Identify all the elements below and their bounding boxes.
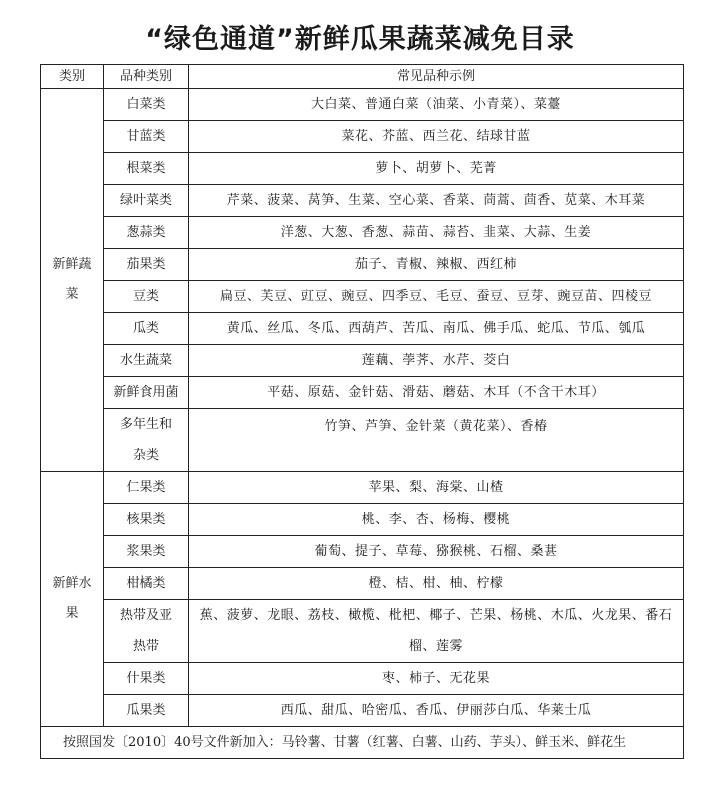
variety-cell: 柑橘类 [104,568,189,600]
produce-table [40,64,684,759]
variety-cell: 浆果类 [104,536,189,568]
table-row [41,281,684,313]
table-row [41,695,684,727]
variety-cell: 甘蓝类 [104,121,189,153]
header-examples: 常见品种示例 [189,65,684,89]
variety-cell: 茄果类 [104,249,189,281]
variety-cell: 绿叶菜类 [104,185,189,217]
table-row [41,568,684,600]
examples-cell: 橙、桔、柑、柚、柠檬 [189,568,684,600]
examples-cell: 蕉、菠萝、龙眼、荔枝、橄榄、枇杷、椰子、芒果、杨桃、木瓜、火龙果、番石榴、莲雾 [189,600,684,663]
table-row [41,89,684,121]
category-fruits: 新鲜水果 [41,472,104,727]
variety-cell: 水生蔬菜 [104,345,189,377]
header-variety: 品种类别 [104,65,189,89]
examples-cell: 洋葱、大葱、香葱、蒜苗、蒜苔、韭菜、大蒜、生姜 [189,217,684,249]
examples-cell: 桃、李、杏、杨梅、樱桃 [189,504,684,536]
variety-cell: 仁果类 [104,472,189,504]
examples-cell: 西瓜、甜瓜、哈密瓜、香瓜、伊丽莎白瓜、华莱士瓜 [189,695,684,727]
table-row [41,313,684,345]
examples-cell: 枣、柿子、无花果 [189,663,684,695]
footnote-row [41,727,684,759]
table-row [41,409,684,472]
table-row [41,536,684,568]
table-row [41,153,684,185]
variety-cell: 根菜类 [104,153,189,185]
header-row [41,65,684,89]
variety-cell: 瓜果类 [104,695,189,727]
examples-cell: 芹菜、菠菜、莴笋、生菜、空心菜、香菜、茼蒿、茴香、苋菜、木耳菜 [189,185,684,217]
table-row [41,504,684,536]
table-row [41,377,684,409]
examples-cell: 茄子、青椒、辣椒、西红柿 [189,249,684,281]
table-row [41,663,684,695]
examples-cell: 菜花、芥蓝、西兰花、结球甘蓝 [189,121,684,153]
footnote: 按照国发〔2010〕40号文件新加入：马铃薯、甘薯（红薯、白薯、山药、芋头）、鲜玉米、鲜花生 [41,727,684,759]
table-row [41,249,684,281]
examples-cell: 黄瓜、丝瓜、冬瓜、西葫芦、苦瓜、南瓜、佛手瓜、蛇瓜、节瓜、瓠瓜 [189,313,684,345]
variety-cell: 核果类 [104,504,189,536]
page-title: “绿色通道”新鲜瓜果蔬菜减免目录 [145,24,575,55]
variety-cell: 什果类 [104,663,189,695]
variety-cell: 豆类 [104,281,189,313]
table-row [41,185,684,217]
variety-cell: 新鲜食用菌 [104,377,189,409]
examples-cell: 苹果、梨、海棠、山楂 [189,472,684,504]
variety-cell: 热带及亚热带 [104,600,189,663]
examples-cell: 扁豆、芙豆、豇豆、豌豆、四季豆、毛豆、蚕豆、豆芽、豌豆苗、四棱豆 [189,281,684,313]
table-row [41,345,684,377]
table-row [41,600,684,663]
examples-cell: 大白菜、普通白菜（油菜、小青菜）、菜薹 [189,89,684,121]
examples-cell: 平菇、原菇、金针菇、滑菇、蘑菇、木耳（不含干木耳） [189,377,684,409]
examples-cell: 竹笋、芦笋、金针菜（黄花菜）、香椿 [189,409,684,472]
variety-cell: 多年生和杂类 [104,409,189,472]
header-category: 类别 [41,65,104,89]
examples-cell: 莲藕、荸荠、水芹、茭白 [189,345,684,377]
variety-cell: 葱蒜类 [104,217,189,249]
table-row [41,472,684,504]
category-vegetables: 新鲜蔬菜 [41,89,104,472]
examples-cell: 萝卜、胡萝卜、芜菁 [189,153,684,185]
table-row [41,217,684,249]
examples-cell: 葡萄、提子、草莓、猕猴桃、石榴、桑葚 [189,536,684,568]
variety-cell: 白菜类 [104,89,189,121]
table-row [41,121,684,153]
variety-cell: 瓜类 [104,313,189,345]
